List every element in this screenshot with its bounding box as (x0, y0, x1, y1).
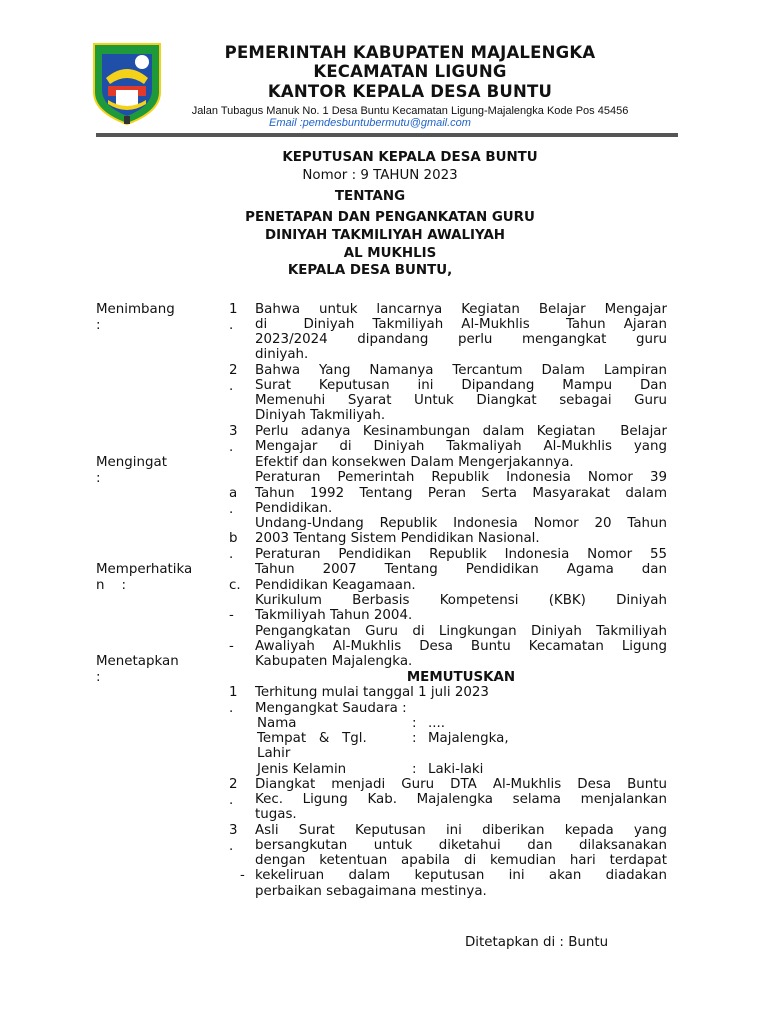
label-memperhatikan: Memperhatika (96, 562, 193, 577)
marker: . (229, 793, 234, 808)
menimbang-line: Mengajar di Diniyah Takmaliyah Al-Mukhlis yang (255, 439, 667, 454)
ditetapkan-place: Ditetapkan di : Buntu (465, 935, 609, 950)
marker: 1 (229, 685, 238, 700)
header-address: Jalan Tubagus Manuk No. 1 Desa Buntu Kecamatan Ligung-Majalengka Kode Pos 45456 (191, 105, 629, 117)
marker: . (229, 440, 234, 455)
field-gender-colon: : (412, 762, 417, 777)
subject-line-3: AL MUKHLIS (343, 246, 437, 261)
menimbang-line: 2023/2024 dipandang perlu mengangkat guru (255, 332, 667, 347)
header-government: PEMERINTAH KABUPATEN MAJALENGKA (224, 43, 596, 62)
label-menetapkan-colon: : (96, 670, 101, 685)
marker: - (229, 608, 234, 623)
memutuskan-heading: MEMUTUSKAN (406, 670, 516, 685)
marker: b (229, 531, 238, 546)
field-tempat-colon: : (412, 731, 417, 746)
memutuskan-line: perbaikan sebagaimana mestinya. (255, 884, 487, 899)
memutuskan-line: Diangkat menjadi Guru DTA Al-Mukhlis Desa Buntu (255, 777, 667, 792)
header-district: KECAMATAN LIGUNG (313, 62, 507, 81)
memutuskan-line: tugas. (255, 807, 297, 822)
label-menimbang: Menimbang (96, 302, 175, 317)
marker: - (229, 639, 234, 654)
memperhatikan-line: Takmiliyah Tahun 2004. (255, 608, 413, 623)
label-mengingat: Mengingat (96, 455, 167, 470)
field-tempat-label: Tempat & Tgl. (257, 731, 367, 746)
menimbang-line: Perlu adanya Kesinambungan dalam Kegiatan Belajar (255, 424, 667, 439)
label-menimbang-colon: : (96, 318, 101, 333)
field-tempat-label-cont: Lahir (257, 746, 291, 761)
marker: c. (229, 578, 241, 593)
mengingat-line: Pendidikan Keagamaan. (255, 578, 416, 593)
mengingat-line: Undang-Undang Republik Indonesia Nomor 20 Tahun (255, 516, 667, 531)
marker: . (229, 502, 234, 517)
menimbang-line: Bahwa untuk lancarnya Kegiatan Belajar Mengajar (255, 302, 667, 317)
header-email[interactable]: Email :pemdesbuntubermutu@gmail.com (269, 117, 471, 129)
marker: 3 (229, 823, 238, 838)
mengingat-line: Pendidikan. (255, 501, 333, 516)
mengingat-line: Tahun 1992 Tentang Peran Serta Masyarakat dalam (255, 486, 667, 501)
marker: 2 (229, 363, 238, 378)
menimbang-line: Diniyah Takmiliyah. (255, 408, 386, 423)
mengingat-line: 2003 Tentang Sistem Pendidikan Nasional. (255, 531, 540, 546)
memperhatikan-line: Awaliyah Al-Mukhlis Desa Buntu Kecamatan Ligung (255, 639, 667, 654)
mengingat-line: Tahun 2007 Tentang Pendidikan Agama dan (255, 562, 667, 577)
marker: 2 (229, 777, 238, 792)
field-nama-colon: : (412, 716, 417, 731)
field-tempat-value: Majalengka, (428, 731, 509, 746)
marker: . (229, 547, 234, 562)
memutuskan-line: Asli Surat Keputusan ini diberikan kepada yang (255, 823, 667, 838)
marker: - (240, 868, 245, 883)
marker: . (229, 318, 234, 333)
memutuskan-line: dengan ketentuan apabila di kemudian hari terdapat (255, 853, 667, 868)
menimbang-line: di Diniyah Takmiliyah Al-Mukhlis Tahun Ajaran (255, 317, 667, 332)
marker: a (229, 486, 238, 501)
menimbang-line: Efektif dan konsekwen Dalam Mengerjakannya. (255, 455, 574, 470)
about-heading: TENTANG (334, 189, 406, 204)
decree-title: KEPUTUSAN KEPALA DESA BUNTU (282, 150, 538, 165)
subject-line-1: PENETAPAN DAN PENGANKATAN GURU (245, 210, 535, 225)
memutuskan-line: Terhitung mulai tanggal 1 juli 2023 (255, 685, 489, 700)
marker: . (229, 379, 234, 394)
memutuskan-line: Mengangkat Saudara : (255, 701, 407, 716)
label-mengingat-colon: : (96, 471, 101, 486)
field-nama-value: .... (428, 716, 446, 731)
mengingat-line: Peraturan Pendidikan Republik Indonesia Nomor 55 (255, 547, 667, 562)
memutuskan-line: Kec. Ligung Kab. Majalengka selama menjalankan (255, 792, 667, 807)
field-gender-label: Jenis Kelamin (257, 762, 347, 777)
menimbang-line: Bahwa Yang Namanya Tercantum Dalam Lampiran (255, 363, 667, 378)
field-nama-label: Nama (257, 716, 297, 731)
marker: . (229, 839, 234, 854)
menimbang-line: diniyah. (255, 347, 309, 362)
label-menetapkan: Menetapkan (96, 654, 179, 669)
marker: . (229, 701, 234, 716)
menimbang-line: Memenuhi Syarat Untuk Diangkat sebagai Guru (255, 393, 667, 408)
letterhead-divider (96, 133, 678, 137)
decree-number: Nomor : 9 TAHUN 2023 (302, 168, 458, 183)
field-gender-value: Laki-laki (428, 762, 484, 777)
memperhatikan-line: Kabupaten Majalengka. (255, 654, 413, 669)
subject-line-4: KEPALA DESA BUNTU, (287, 263, 453, 278)
memutuskan-line: bersangkutan untuk diketahui dan dilaksanakan (255, 838, 667, 853)
mengingat-line: Peraturan Pemerintah Republik Indonesia Nomor 39 (255, 470, 667, 485)
label-memperhatikan-cont: n : (96, 578, 127, 593)
subject-line-2: DINIYAH TAKMILIYAH AWALIYAH (264, 228, 506, 243)
memperhatikan-line: Kurikulum Berbasis Kompetensi (KBK) Diniyah (255, 593, 667, 608)
menimbang-line: Surat Keputusan ini Dipandang Mampu Dan (255, 378, 667, 393)
marker: 3 (229, 424, 238, 439)
memperhatikan-line: Pengangkatan Guru di Lingkungan Diniyah Takmiliyah (255, 624, 667, 639)
memutuskan-line: kekeliruan dalam keputusan ini akan diadakan (255, 868, 667, 883)
header-office: KANTOR KEPALA DESA BUNTU (267, 82, 553, 101)
marker: 1 (229, 302, 238, 317)
